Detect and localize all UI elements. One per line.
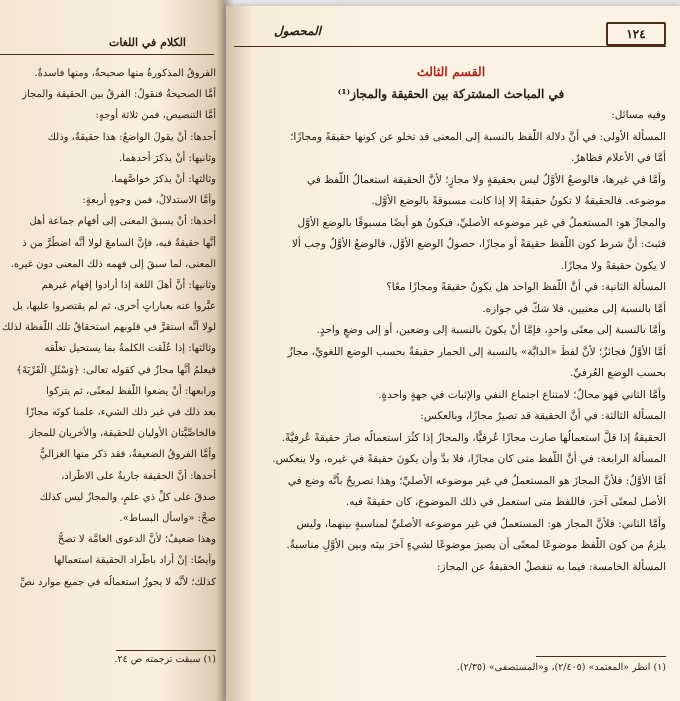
text-line: أمَّا التنصيص، فمن ثلاثة أوجهٍ: [95,110,216,122]
left-page [0,0,224,701]
text-line: أمَّا في الأعلام فظاهرٌ. [571,152,666,164]
page-number: ١٢٤ [606,22,666,46]
text-line: الحقيقةُ إذا قلَّ استعمالُها صارت مجازًا عُرفيًّا، والمجازُ إذا كثُرَ استعمالُه صارَ حقيقةً عُرفيَّةً. [281,431,666,444]
left-footnote: (١) سبقت ترجمته ص ٢٤. [114,654,216,665]
left-page-header [0,34,214,55]
text-line: أحدها: أنْ يقولَ الواضعُ: هذا حقيقةٌ، وذلك [47,131,216,143]
text-line: ورابعها: أنْ يضعوا اللَّفظ لمعنًى، ثم يتركوا [46,385,216,397]
text-line: أحدها: أنْ يسبقَ المعنى إلى أفهام جماعة أهل [29,216,216,228]
text-line: عبَّروا عنه بعباراتٍ أخرى، ثم لم يقتصروا عليها، بل [12,301,216,313]
text-line: صحَّ: «واسأل البساط». [119,512,216,524]
text-line: بحسب الوضع العُرفيِّ. [569,367,666,379]
text-line: أحدها: أنَّ الحقيقة جاريةٌ على الاطِّراد، [61,470,216,482]
text-line: وفيه مسائل: [611,109,666,121]
right-running-title: المحصول [274,24,321,38]
text-line: وهذا ضعيفٌ؛ لأنَّ الدعوى العامَّة لا تصحُّ [57,534,216,546]
text-line: أمَّا الصحيحةُ فنقولُ: الفرقُ بين الحقيقة والمجاز [22,89,216,101]
text-line: وأيضًا: إنْ أراد باطِّراد الحقيقة استعمالها [53,555,216,567]
footnote-rule [536,656,666,657]
section-subtitle: في المباحث المشتركة بين الحقيقة والمجاز⁽¹⁾ [337,86,565,101]
text-line: يلزمُ من كون اللَّفظ موضوعًا لمعنًى أن يصيرَ موضوعًا لشيءٍ آخرَ بينَه وبين الأوَّلِ مناسبةٌ. [286,539,666,551]
text-line: وأمَّا في غيرها، فالوضعُ الأوَّلُ ليس بحقيقةٍ ولا مجازٍ؛ لأنَّ الحقيقة استعمالُ اللَّفظ في [307,173,666,186]
text-line: وثانيها: أنَّ أهلَ اللغة إذا أرادوا إفهام غيرهم [41,279,216,291]
text-line: لولا أنَّه استقرَّ في قلوبهم استحقاقُ تلك اللَّفظة لذلك [2,322,216,334]
text-line: فيعلمُ أنَّها مجازٌ في كقوله تعالى: ﴿وَسْئَلِ الْقَرْيَةَ﴾ [16,364,216,376]
text-line: أمَّا بالنسبة إلى معنيين، فلا شكَّ في جوازه. [482,302,666,315]
text-line: أمَّا الأوَّلُ فجائزٌ؛ لأنَّ لفظَ «الدابَّة» بالنسبة إلى الحمار حقيقةٌ بحسب الوضع اللغويِّ، مجازٌ [287,345,666,358]
left-page-text [0,66,216,596]
text-line: صدقَ على كلِّ ذي علمٍ، والمجازُ ليس كذلك [39,491,216,503]
text-line: والمجازُ هو: المستعملُ في غير موضوعه الأصليِّ، فيكونُ هو أيضًا مسبوقًا بالوضع الأوَّل [297,216,666,229]
right-page-header [234,22,666,47]
text-line: المسألة الأولى: في أنَّ دلالة اللَّفظ بالنسبة إلى المعنى قد تخلو عن كونها حقيقةً ومجازًا؛ [290,130,666,143]
text-line: وثانيها: أنْ يذكرَ أحدهما. [119,152,216,164]
text-line: المسألة الرابعة: في أنَّ اللَّفظ متى كان مجازًا، فلا بدَّ وأن يكونَ حقيقةً في غيره، ولا ينعكس. [272,453,666,465]
text-line: المسألة الثالثة: في أنَّ الحقيقة قد تصيرُ مجازًا، وبالعكس: [420,410,666,422]
text-line: موضوعه. فالحقيقةُ لا تكونُ حقيقةً إلا إذا كانت مسبوقةً بالوضع الأوَّل. [371,195,666,207]
text-line: بعد ذلك في غير ذلك الشيء، علمنا كونَه مجازًا [26,407,216,418]
text-line: وأمَّا الثاني: فلأنَّ المجاز هو: المستعملُ في غير موضوعه الأصليِّ لمناسبةٍ بينهما، وليس [296,517,666,530]
text-line: فالخاصِّيَّتان الأُوليان للحقيقة، والأخريان للمجاز [29,428,216,440]
text-line: المسألة الخامسة: فيما به تنفصلُ الحقيقةُ عن المجاز: [436,560,666,573]
text-line: الأصل لمعنًى آخرَ، فاللفظ متى استعمل في ذلك الموضوع، كان حقيقةً فيه. [345,496,666,508]
text-line: الفروقُ المذكورةُ منها صحيحةٌ، ومنها فاسدةٌ. [34,68,216,79]
text-line: وأمَّا الفروقُ الضعيفةُ، فقد ذكر منها الغزاليُّ [39,449,216,461]
text-line: وأمَّا الثاني فهو محالٌ؛ لامتناع اجتماع النفي والإثبات في جهةٍ واحدةٍ. [378,388,666,401]
section-title: القسم الثالث [416,64,486,79]
left-footnote-rule [116,650,216,651]
text-line: وأمَّا بالنسبة إلى معنًى واحدٍ، فإمَّا أنْ يكونَ بالنسبة إلى وضعين، أو إلى وضعٍ واحدٍ. [316,324,666,336]
text-line: كذلك؛ لأنَّه لا يجوزُ استعمالُه في جميع موارد نصِّ [19,576,216,588]
text-line: لا يكونَ حقيقةً ولا مجازًا. [560,259,666,272]
text-line: وثالثها: إذا عُلِّقت الكلمةُ بما يستحيل تعلُّقه [44,343,216,355]
footnote: (١) انظر «المعتمد» (٢/٤٠٥)، و«المستصفى» (٢/٣٥). [456,662,666,673]
text-line: المسألة الثانية: في أنَّ اللَّفظ الواحد هل يكونُ حقيقةً ومجازًا معًا؟ [386,281,666,293]
text-line: وثالثها: أنْ يذكرَ خواصَّهما. [111,173,216,185]
text-line: المعنى، لما سبقَ إلى فهمه ذلك المعنى دون غيره. [10,258,216,270]
text-line: فثبتَ: أنَّ شرط كون اللَّفظ حقيقةً أو مجازًا، حصولُ الوضع الأوَّل، فالوضعُ الأوَّلُ وجب ألا [291,238,666,250]
text-line: أنَّها حقيقةٌ فيه، فإنَّ السامعَ لولا أنَّه اضطُرَّ من ذ [22,237,216,249]
right-page-text [236,64,666,580]
text-line: وأمَّا الاستدلالُ، فمن وجوهٍ أربعةٍ: [82,195,216,207]
text-line: أمَّا الأوَّلُ: فلأنَّ المجازَ هو المستعملُ في غير موضوعه الأصليِّ؛ وهذا تصريحٌ بأنَّه وضع في [287,474,666,487]
left-running-title: الكلام في اللغات [108,36,186,49]
right-page [226,6,680,701]
